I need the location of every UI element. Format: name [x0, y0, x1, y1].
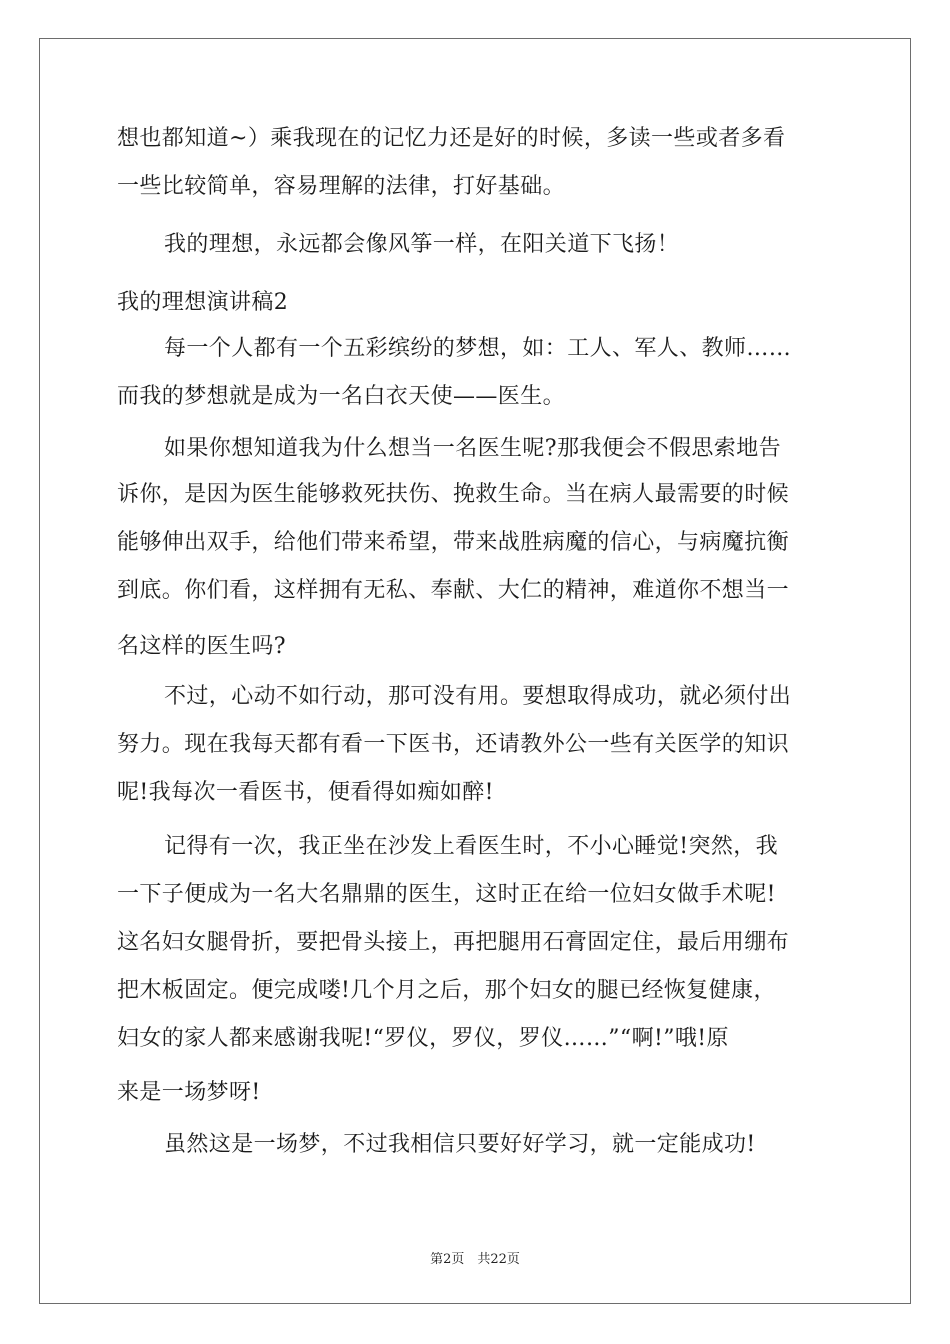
- text-line: 这名妇女腿骨折，要把骨头接上，再把腿用石膏固定住，最后用绷布: [117, 930, 790, 955]
- text-line: 一些比较简单，容易理解的法律，打好基础。: [117, 174, 566, 199]
- text-line: 把木板固定。便完成喽!几个月之后，那个妇女的腿已经恢复健康，: [117, 978, 776, 1003]
- section-heading: 我的理想演讲稿2: [117, 290, 289, 315]
- text-line: 来是一场梦呀!: [117, 1080, 261, 1105]
- text-line: 而我的梦想就是成为一名白衣天使——医生。: [117, 384, 566, 409]
- text-line: 我的理想，永远都会像风筝一样，在阳关道下飞扬！: [164, 232, 680, 257]
- text-line: 能够伸出双手，给他们带来希望，带来战胜病魔的信心，与病魔抗衡: [117, 530, 790, 555]
- text-line: 不过，心动不如行动，那可没有用。要想取得成功，就必须付出: [164, 684, 792, 709]
- text-line: 想也都知道~）乘我现在的记忆力还是好的时候，多读一些或者多看: [117, 126, 786, 151]
- page-number-footer: 第2页 共22页: [430, 1252, 520, 1267]
- text-line: 如果你想知道我为什么想当一名医生呢?那我便会不假思索地告: [164, 436, 781, 461]
- text-line: 一下子便成为一名大名鼎鼎的医生，这时正在给一位妇女做手术呢!: [117, 882, 776, 907]
- text-line: 记得有一次，我正坐在沙发上看医生时，不小心睡觉!突然，我: [164, 834, 779, 859]
- text-line: 妇女的家人都来感谢我呢!“罗仪，罗仪，罗仪……”“啊!”哦!原: [117, 1026, 729, 1051]
- text-line: 虽然这是一场梦，不过我相信只要好好学习，就一定能成功!: [164, 1132, 756, 1157]
- page-border: [39, 38, 911, 1304]
- text-line: 每一个人都有一个五彩缤纷的梦想，如：工人、军人、教师……: [164, 336, 792, 361]
- text-line: 努力。现在我每天都有看一下医书，还请教外公一些有关医学的知识: [117, 732, 790, 757]
- text-line: 呢!我每次一看医书，便看得如痴如醉!: [117, 780, 494, 805]
- text-line: 到底。你们看，这样拥有无私、奉献、大仁的精神，难道你不想当一: [117, 578, 790, 603]
- text-line: 诉你，是因为医生能够救死扶伤、挽救生命。当在病人最需要的时候: [117, 482, 790, 507]
- text-line: 名这样的医生吗?: [117, 634, 286, 659]
